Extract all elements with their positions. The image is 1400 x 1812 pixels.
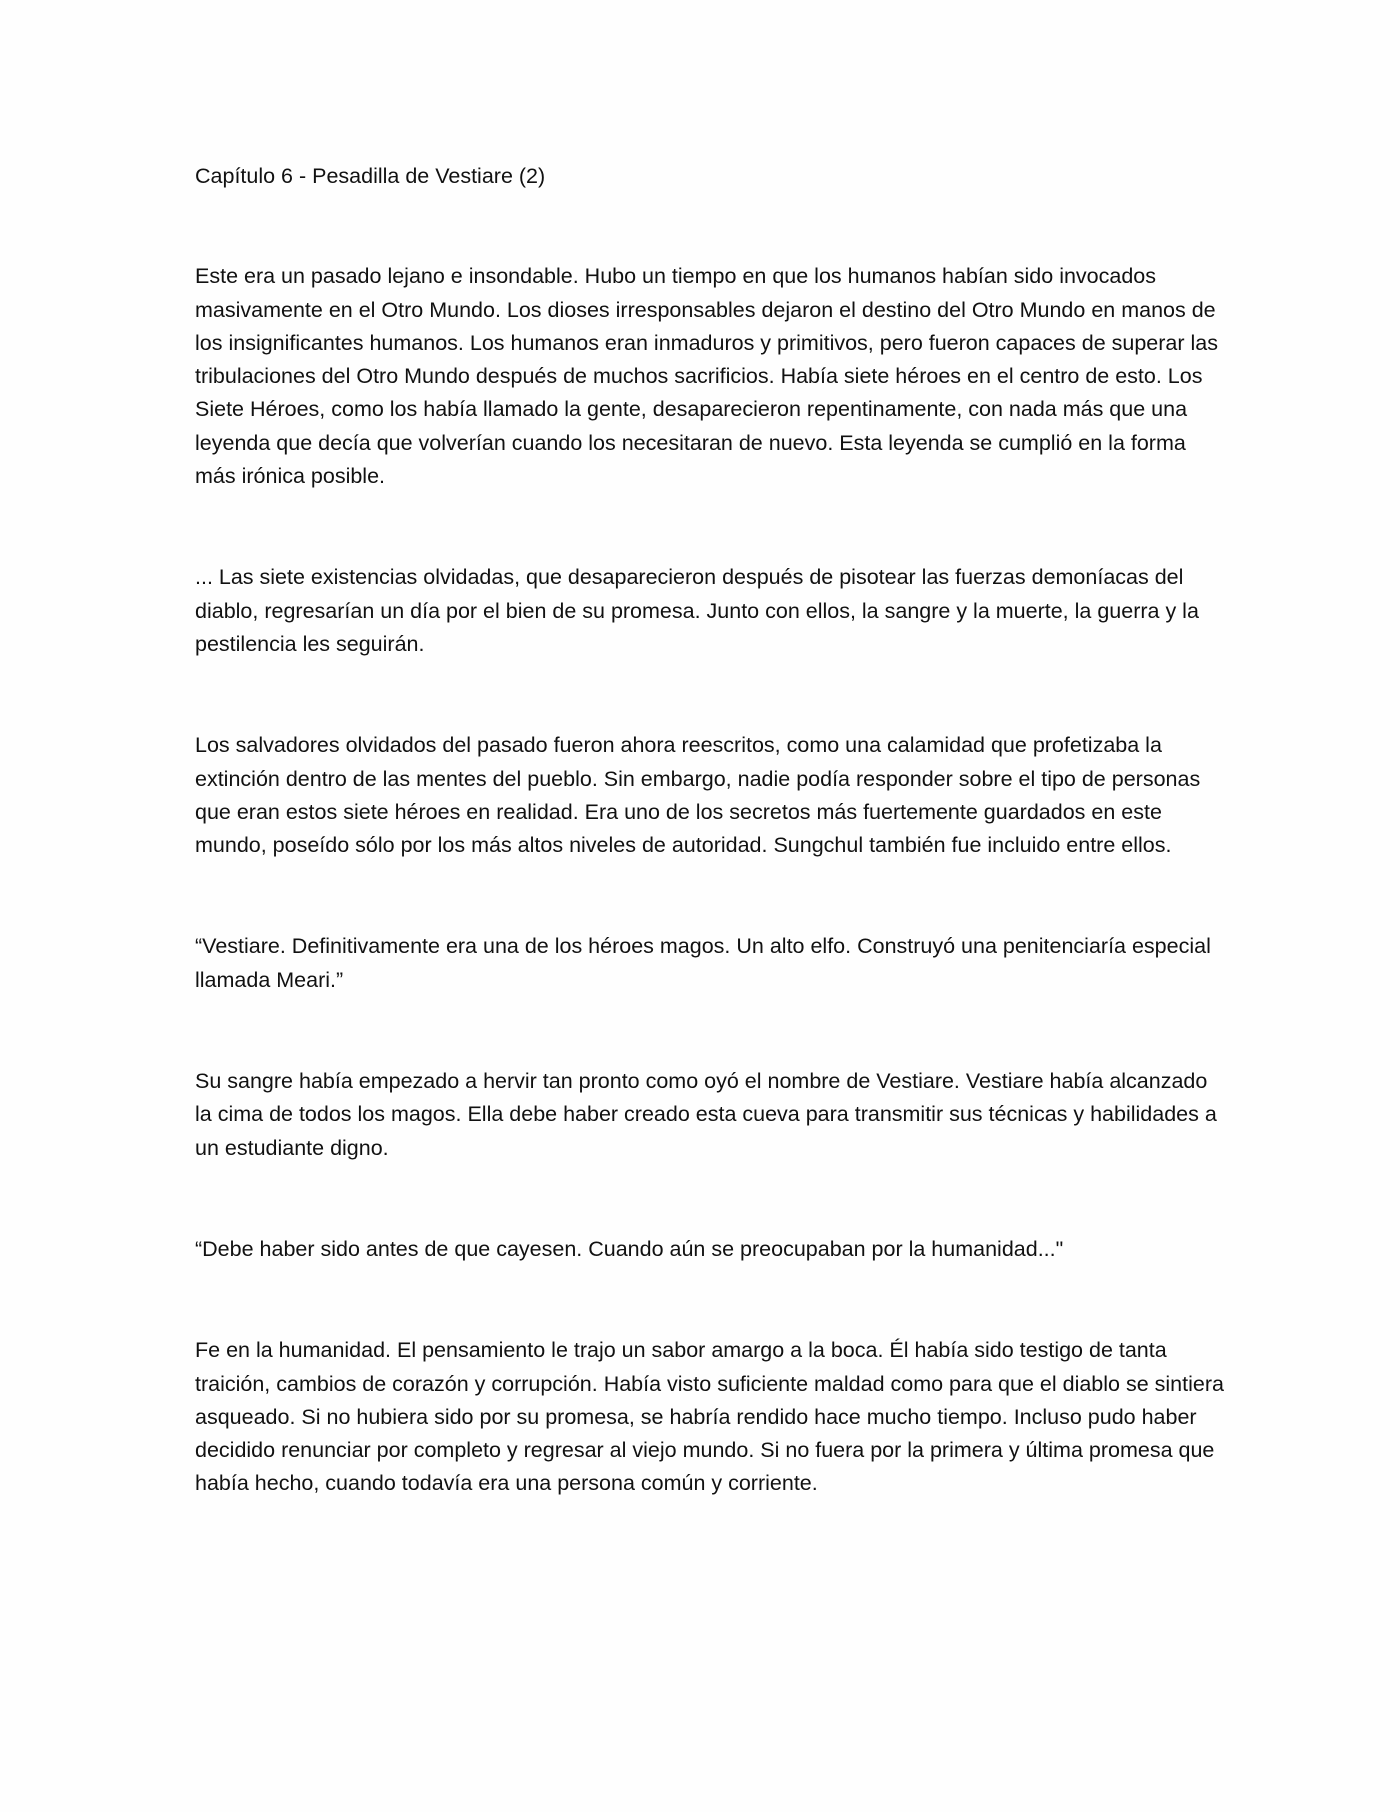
chapter-title: Capítulo 6 - Pesadilla de Vestiare (2): [195, 164, 546, 188]
paragraph-7: Fe en la humanidad. El pensamiento le trajo un sabor amargo a la boca. Él había sido testigo de tanta traición, cambios de corazón y corrupción. Había visto suficiente maldad como para que el diablo se sintiera asqueado. Si no hubiera sido por su promesa, se habría rendido hace mucho tiempo. Incluso pudo haber decidido renunciar por completo y regresar al viejo mundo. Si no fuera por la primera y última promesa que había hecho, cuando todavía era una persona común y corriente.: [195, 1338, 1224, 1496]
paragraph-5: Su sangre había empezado a hervir tan pronto como oyó el nombre de Vestiare. Vestiare había alcanzado la cima de todos los magos. Ella debe haber creado esta cueva para transmitir sus técnicas y habilidades a un estudiante digno.: [195, 1069, 1217, 1160]
paragraph-4: “Vestiare. Definitivamente era una de los héroes magos. Un alto elfo. Construyó una penitenciaría especial llamada Meari.”: [195, 934, 1211, 992]
paragraph-2: ... Las siete existencias olvidadas, que desaparecieron después de pisotear las fuerzas demoníacas del diablo, regresarían un día por el bien de su promesa. Junto con ellos, la sangre y la muerte, la guerra y la pestilencia les seguirán.: [195, 565, 1199, 656]
document-body: [195, 160, 1225, 1569]
paragraph-3: Los salvadores olvidados del pasado fueron ahora reescritos, como una calamidad que profetizaba la extinción dentro de las mentes del pueblo. Sin embargo, nadie podía responder sobre el tipo de personas que eran estos siete héroes en realidad. Era uno de los secretos más fuertemente guardados en este mundo, poseído sólo por los más altos niveles de autoridad. Sungchul también fue incluido entre ellos.: [195, 733, 1201, 858]
paragraph-1: Este era un pasado lejano e insondable. Hubo un tiempo en que los humanos habían sido invocados masivamente en el Otro Mundo. Los dioses irresponsables dejaron el destino del Otro Mundo en manos de los insignificantes humanos. Los humanos eran inmaduros y primitivos, pero fueron capaces de superar las tribulaciones del Otro Mundo después de muchos sacrificios. Había siete héroes en el centro de esto. Los Siete Héroes, como los había llamado la gente, desaparecieron repentinamente, con nada más que una leyenda que decía que volverían cuando los necesitaran de nuevo. Esta leyenda se cumplió en la forma más irónica posible.: [195, 264, 1218, 489]
paragraph-6: “Debe haber sido antes de que cayesen. Cuando aún se preocupaban por la humanidad...": [195, 1236, 1064, 1261]
